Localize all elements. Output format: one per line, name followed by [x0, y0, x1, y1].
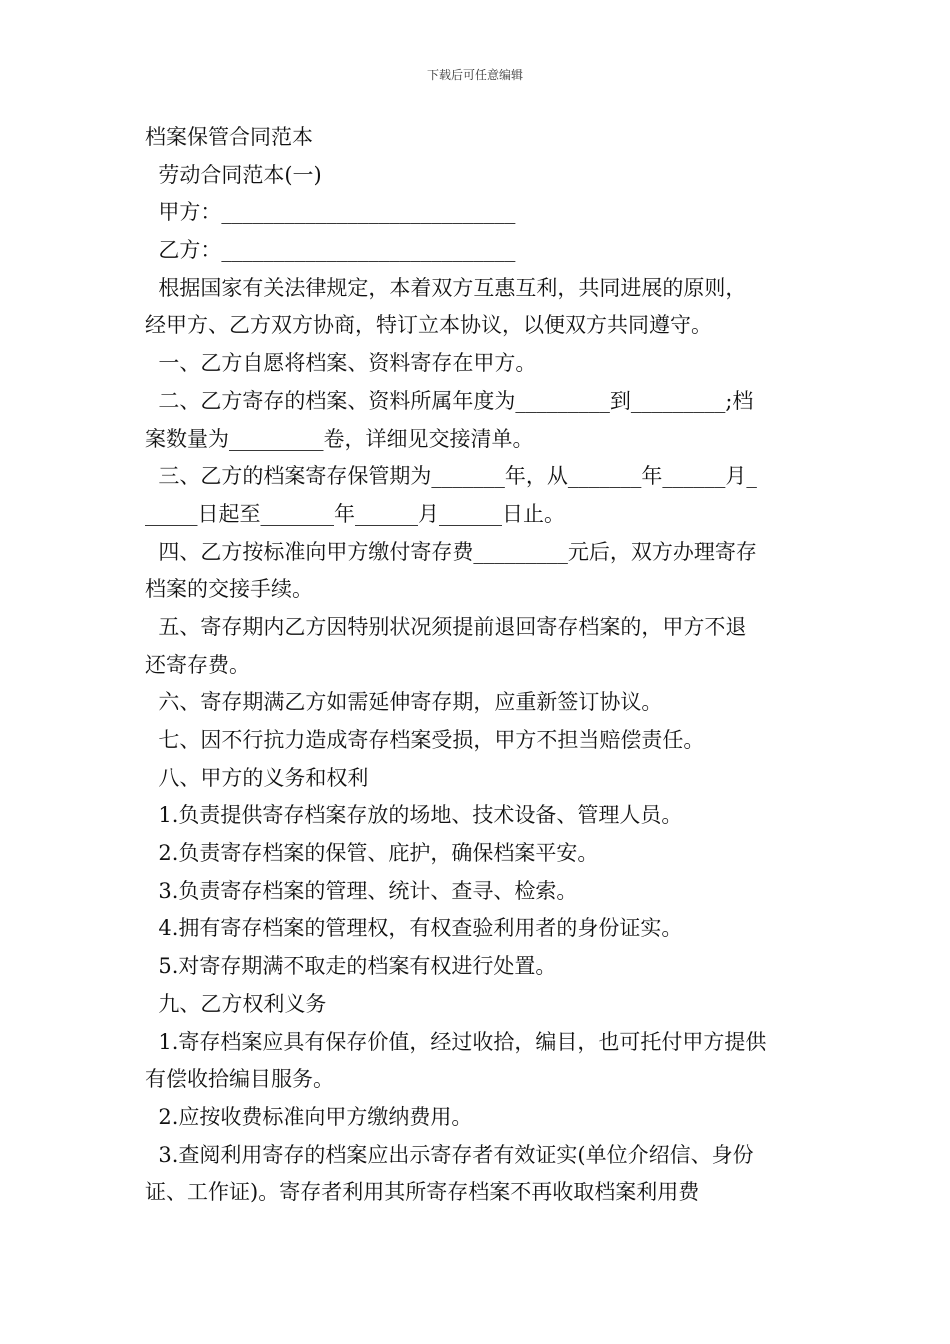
text-line: 有偿收拾编目服务。	[145, 1067, 334, 1092]
text-line: 1.寄存档案应具有保存价值，经过收拾，编目，也可托付甲方提供	[145, 1029, 767, 1054]
text-line: 三、乙方的档案寄存保管期为_______年，从_______年______月_	[145, 464, 757, 489]
document-lines	[145, 157, 810, 1212]
text-line: 还寄存费。	[145, 652, 250, 677]
text-line: 乙方：____________________________	[145, 238, 516, 263]
document-body	[145, 119, 810, 1212]
text-line: 证、工作证)。寄存者利用其所寄存档案不再收取档案利用费	[145, 1180, 700, 1205]
text-line: 根据国家有关法律规定，本着双方互惠互利，共同进展的原则，	[145, 275, 747, 300]
text-line: 四、乙方按标准向甲方缴付寄存费_________元后，双方办理寄存	[145, 539, 757, 564]
text-line: 2.应按收费标准向甲方缴纳费用。	[145, 1104, 473, 1129]
text-line: 劳动合同范本(一)	[145, 162, 322, 187]
page-header: 下载后可任意编辑	[426, 68, 523, 82]
document-title: 档案保管合同范本	[145, 125, 313, 149]
text-line: 七、因不行抗力造成寄存档案受损，甲方不担当赔偿责任。	[145, 728, 705, 752]
text-line: _____日起至_______年______月______日止。	[145, 501, 565, 526]
text-line: 档案的交接手续。	[145, 577, 313, 602]
text-line: 八、甲方的义务和权利	[145, 765, 369, 790]
text-line: 甲方：____________________________	[145, 200, 516, 225]
text-line: 3.查阅利用寄存的档案应出示寄存者有效证实(单位介绍信、身份	[145, 1142, 754, 1167]
text-line: 案数量为_________卷，详细见交接清单。	[145, 426, 534, 451]
text-line: 一、乙方自愿将档案、资料寄存在甲方。	[145, 351, 537, 376]
text-line: 1.负责提供寄存档案存放的场地、技术设备、管理人员。	[145, 803, 683, 828]
text-line: 2.负责寄存档案的保管、庇护，确保档案平安。	[145, 841, 599, 866]
text-line: 二、乙方寄存的档案、资料所属年度为_________到_________;档	[145, 388, 754, 413]
text-line: 五、寄存期内乙方因特别状况须提前退回寄存档案的，甲方不退	[145, 614, 747, 639]
text-line: 六、寄存期满乙方如需延伸寄存期，应重新签订协议。	[145, 690, 663, 715]
text-line: 九、乙方权利义务	[145, 991, 327, 1016]
text-line: 经甲方、乙方双方协商，特订立本协议，以便双方共同遵守。	[145, 313, 712, 338]
text-line: 4.拥有寄存档案的管理权，有权查验利用者的身份证实。	[145, 916, 683, 941]
text-line: 5.对寄存期满不取走的档案有权进行处置。	[145, 954, 557, 979]
text-line: 3.负责寄存档案的管理、统计、查寻、检索。	[145, 878, 578, 903]
